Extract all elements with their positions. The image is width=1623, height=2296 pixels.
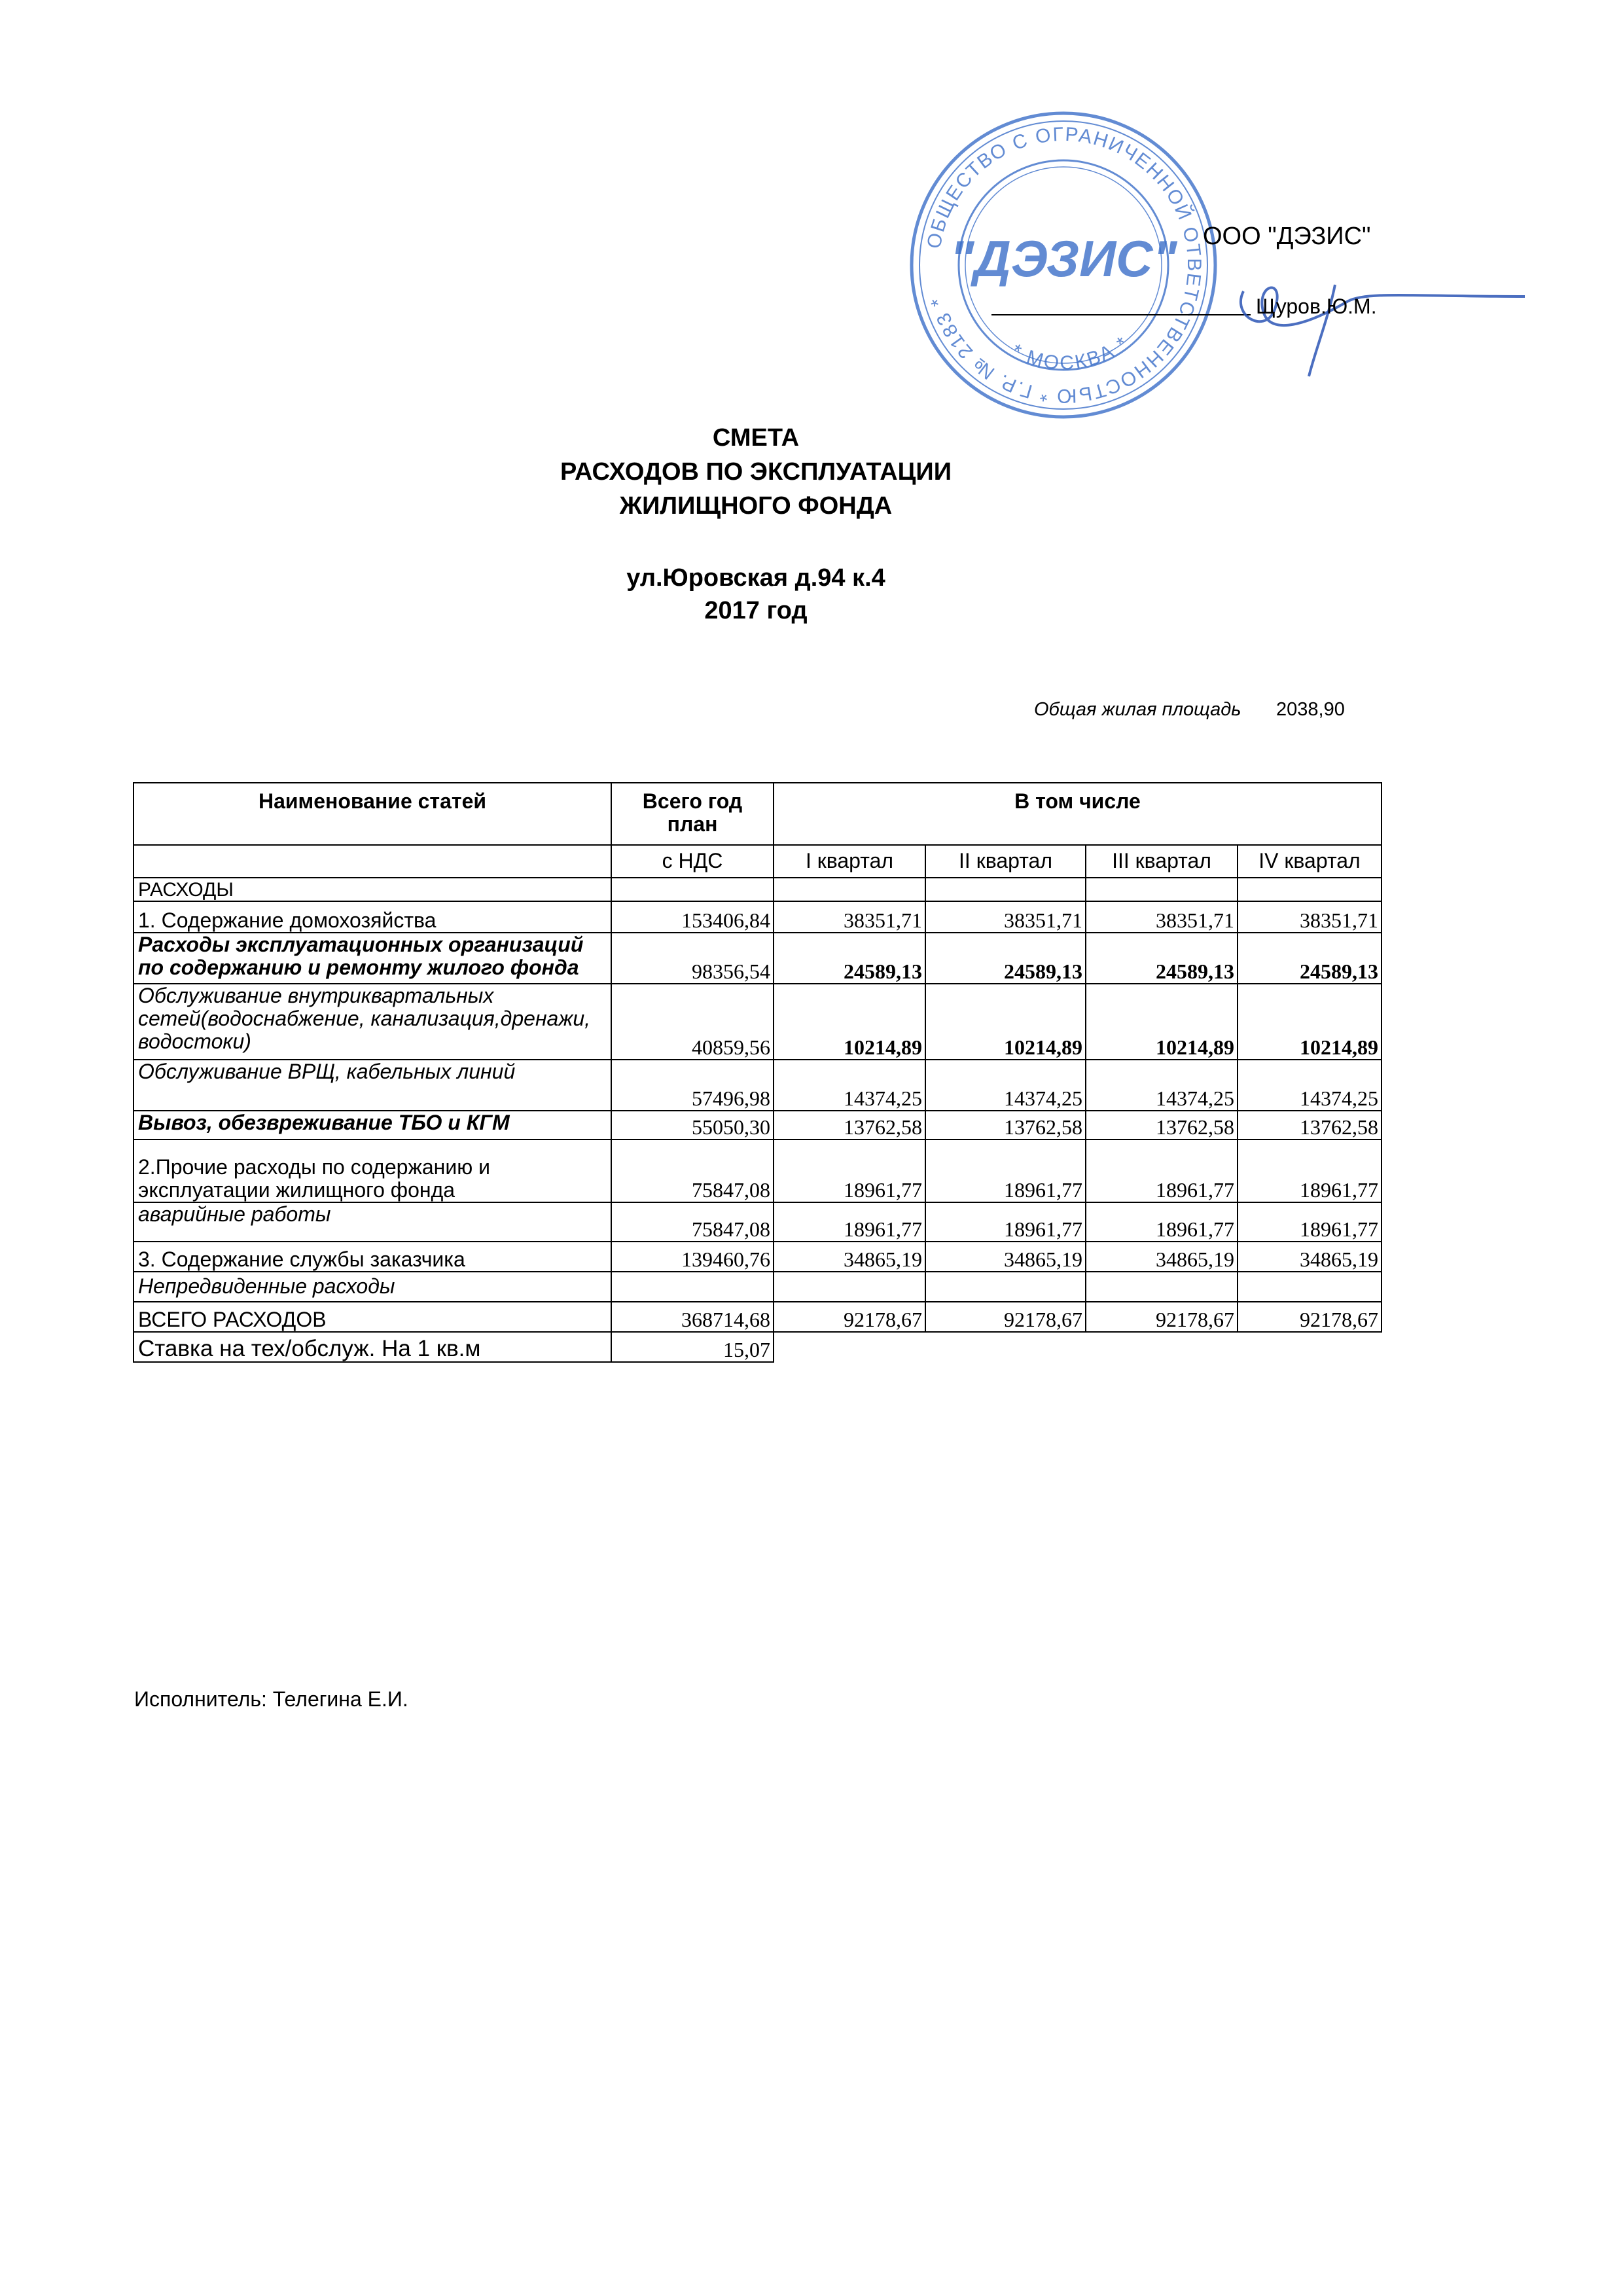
table-row: Расходы эксплуатационных организаций по содержанию и ремонту жилого фонда 98356,54 24589,13 24589,13 24589,13 24589,13 [134, 933, 1382, 984]
header-name: Наименование статей [134, 783, 611, 845]
address: ул.Юровская д.94 к.4 [626, 564, 885, 592]
company-stamp [903, 105, 1224, 425]
signer-name: Щуров.Ю.М. [1256, 295, 1377, 318]
table-row-rate: Ставка на тех/обслуж. На 1 кв.м 15,07 [134, 1332, 1382, 1362]
header-empty [134, 845, 611, 878]
document-subtitle-1: РАСХОДОВ ПО ЭКСПЛУАТАЦИИ [560, 458, 952, 486]
area-label: Общая жилая площадь [1034, 699, 1241, 720]
header-q4: IV квартал [1238, 845, 1382, 878]
svg-text:ОБЩЕСТВО С ОГРАНИЧЕННОЙ ОТВЕТС: ОБЩЕСТВО С ОГРАНИЧЕННОЙ ОТВЕТСТВЕННОСТЬЮ * Г.Р. № 2183 * [923, 123, 1205, 407]
handwritten-signature [1217, 265, 1544, 396]
table-row: 2.Прочие расходы по содержанию и эксплуатации жилищного фонда 75847,08 18961,77 18961,77 18961,77 18961,77 [134, 1139, 1382, 1202]
performer: Исполнитель: Телегина Е.И. [134, 1687, 408, 1711]
table-row: Непредвиденные расходы [134, 1272, 1382, 1302]
table-row-total: ВСЕГО РАСХОДОВ 368714,68 92178,67 92178,67 92178,67 92178,67 [134, 1302, 1382, 1332]
year: 2017 год [704, 597, 808, 624]
header-q3: III квартал [1086, 845, 1238, 878]
header-total: Всего год план [611, 783, 774, 845]
section-label: РАСХОДЫ [134, 878, 611, 901]
table-row: Вывоз, обезвреживание ТБО и КГМ 55050,30 13762,58 13762,58 13762,58 13762,58 [134, 1111, 1382, 1139]
table-row: 1. Содержание домохозяйства 153406,84 38351,71 38351,71 38351,71 38351,71 [134, 901, 1382, 933]
header-q2: II квартал [925, 845, 1086, 878]
table-row: аварийные работы 75847,08 18961,77 18961,77 18961,77 18961,77 [134, 1202, 1382, 1242]
svg-text:* МОСКВА *: * МОСКВА * [1008, 331, 1133, 374]
signature-line [991, 314, 1251, 315]
header-including: В том числе [774, 783, 1382, 845]
document-title: СМЕТА [712, 424, 800, 452]
estimate-table [133, 782, 1382, 1363]
document-subtitle-2: ЖИЛИЩНОГО ФОНДА [619, 492, 893, 520]
table-row: Обслуживание ВРЩ, кабельных линий 57496,98 14374,25 14374,25 14374,25 14374,25 [134, 1060, 1382, 1111]
header-vat: с НДС [611, 845, 774, 878]
organization-name: ООО "ДЭЗИС" [1203, 223, 1371, 250]
table-row: 3. Содержание службы заказчика 139460,76 34865,19 34865,19 34865,19 34865,19 [134, 1242, 1382, 1272]
area-value: 2038,90 [1276, 699, 1345, 720]
svg-text:"ДЭЗИС": "ДЭЗИС" [950, 230, 1177, 287]
header-q1: I квартал [774, 845, 925, 878]
table-row: Обслуживание внутриквартальных сетей(водоснабжение, канализация,дренажи, водостоки) 40859,56 10214,89 10214,89 10214,89 10214,89 [134, 984, 1382, 1060]
